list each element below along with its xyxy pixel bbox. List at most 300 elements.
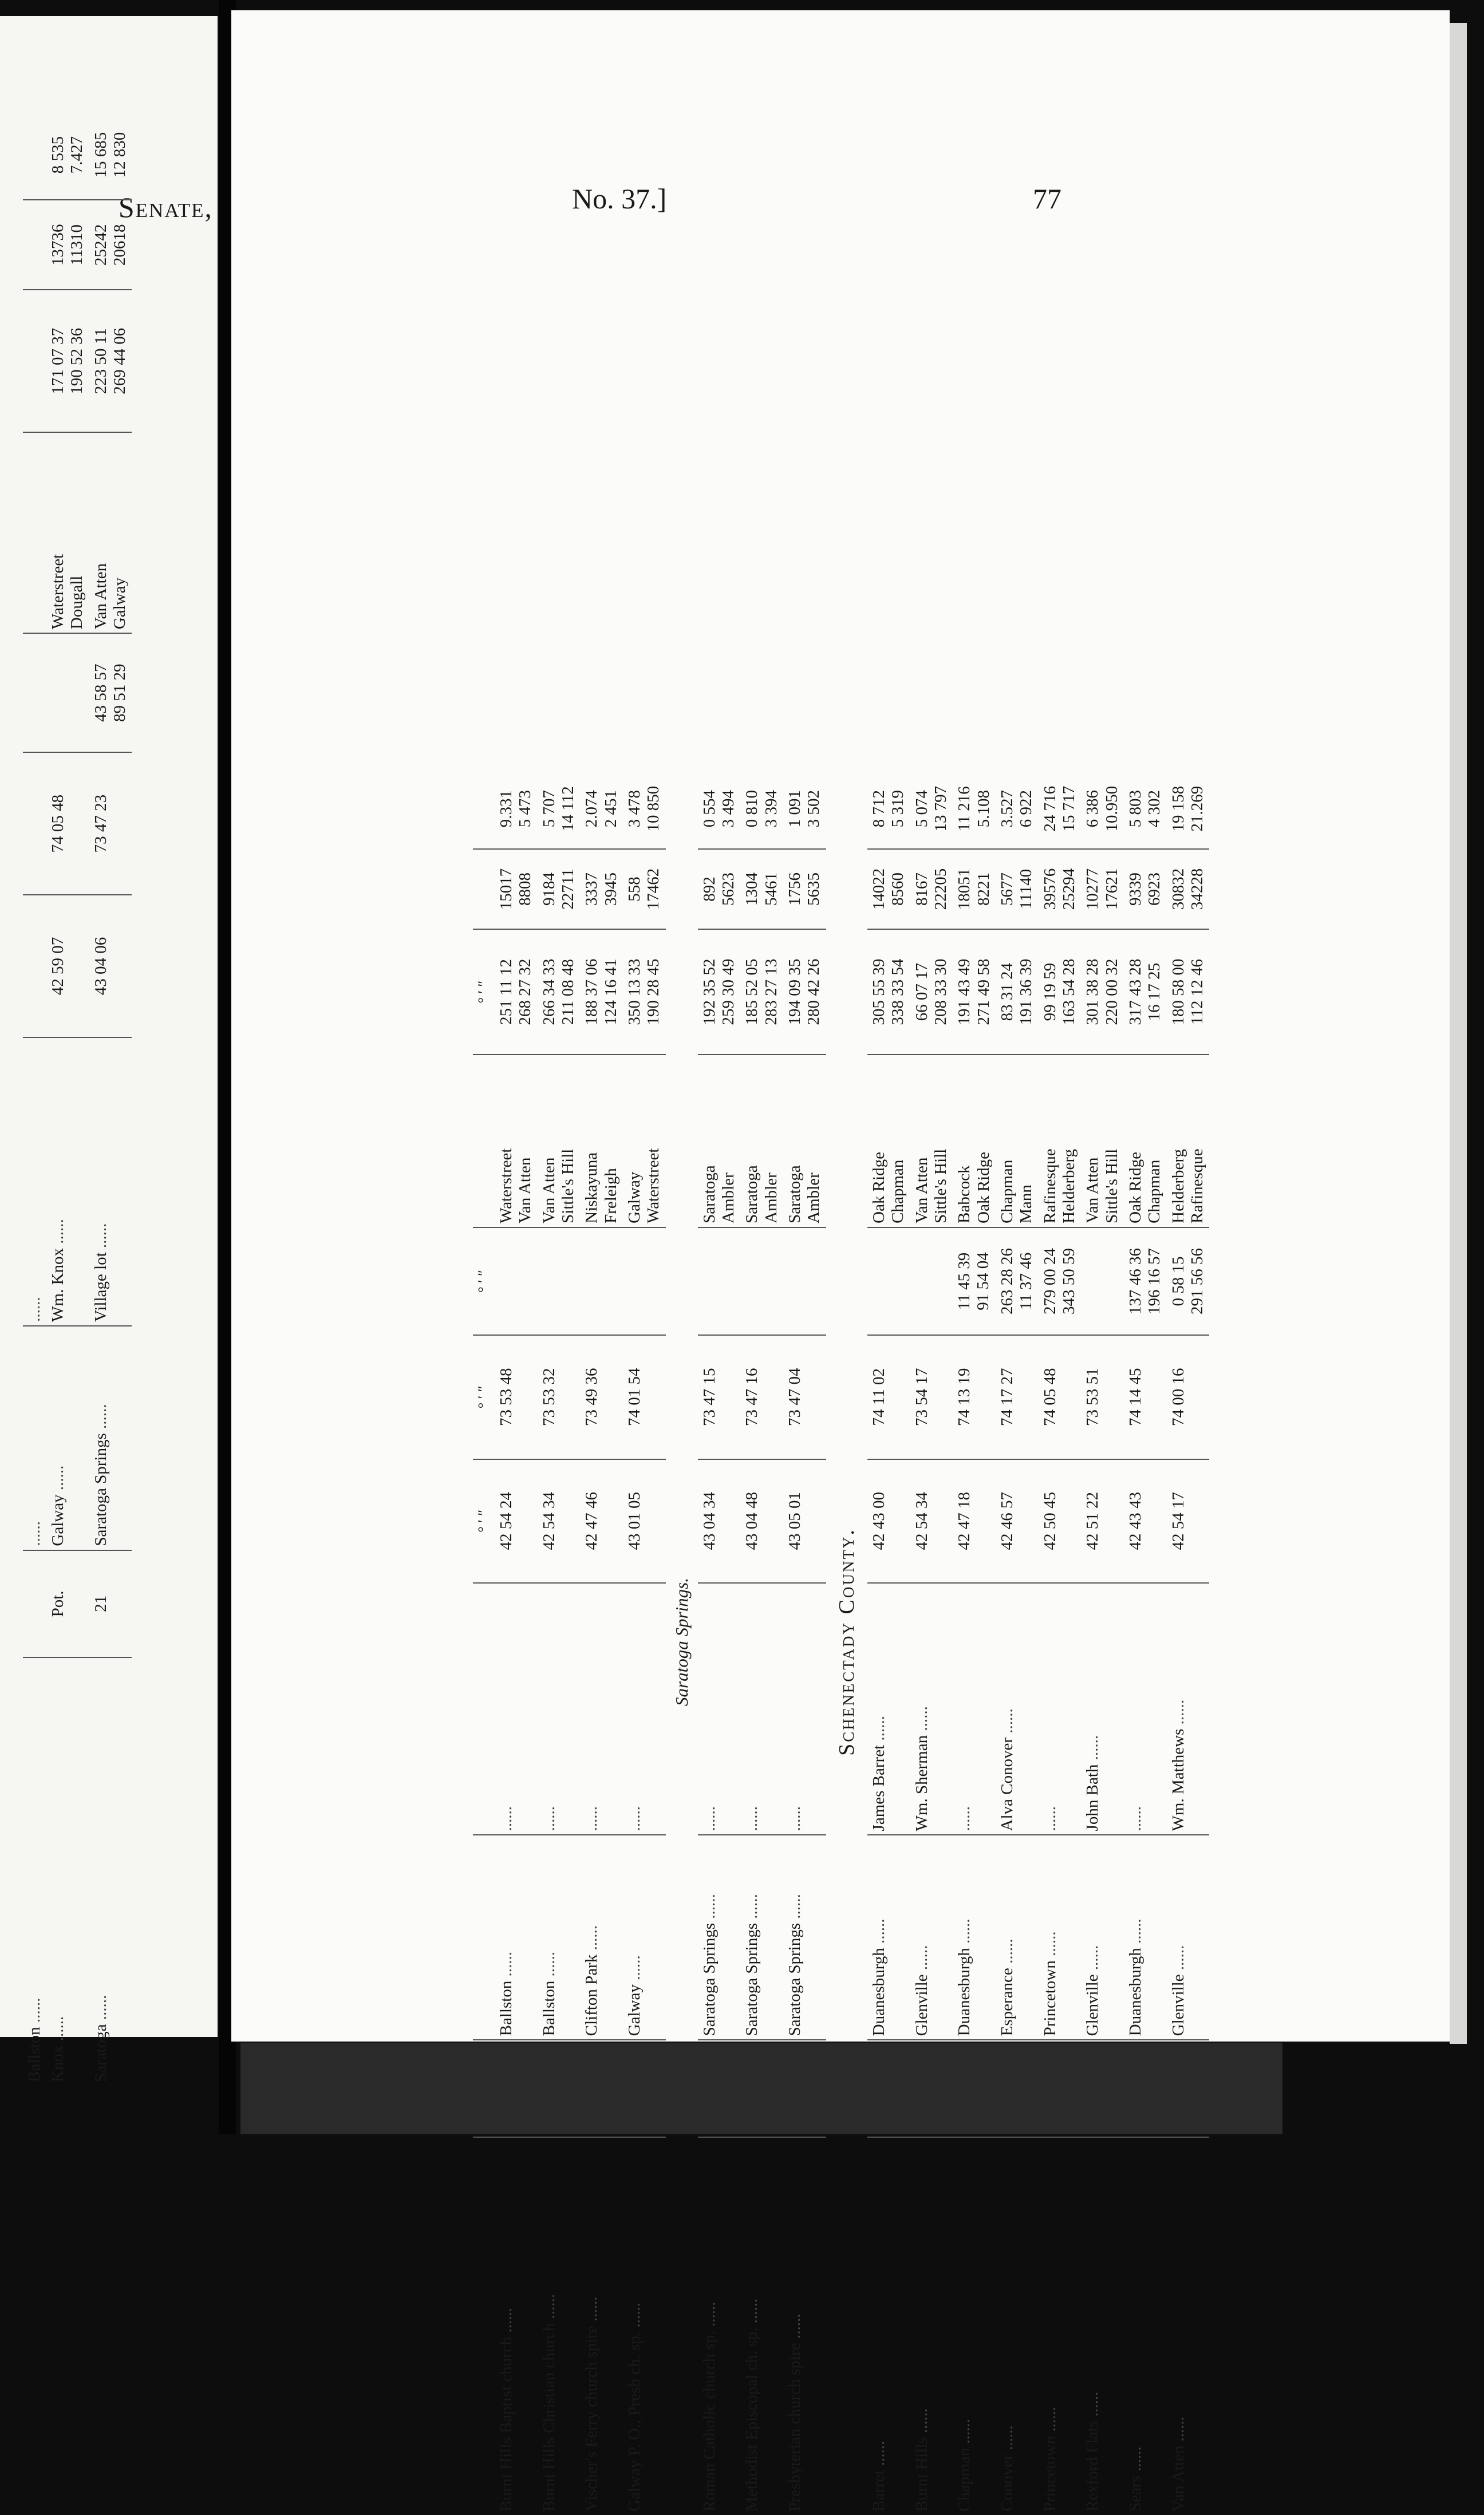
back-azimuths	[910, 929, 953, 1055]
back-azimuths	[698, 929, 741, 1055]
distance-miles-line: 13 797	[931, 785, 950, 832]
reference-stations-line: Chapman	[889, 1159, 907, 1223]
back-azimuths-line: 188 37 06	[582, 958, 601, 1025]
distance-meters-line: 18051	[955, 868, 974, 910]
distance-meters	[23, 200, 46, 290]
table-row	[910, 769, 953, 2515]
latitude: 43 04 48	[740, 1459, 783, 1584]
longitude: 73 47 04	[783, 1335, 826, 1459]
distance-miles	[1167, 769, 1210, 849]
distance-miles-line: 3 502	[804, 789, 823, 828]
town-name: Saratoga Springs ......	[740, 1835, 783, 2040]
station-name: Burnt Hills Baptist church ......	[495, 2137, 538, 2515]
triangulation-table	[473, 769, 1484, 2515]
owner-name	[1039, 1583, 1082, 1835]
latitude: 42 54 34	[910, 1459, 953, 1584]
back-azimuths-line: 269 44 06	[110, 327, 129, 394]
town-name: Saratoga Springs ......	[89, 1326, 132, 1550]
distance-miles-line: 6 922	[1017, 789, 1036, 828]
town-name: Glenville ......	[1081, 1835, 1124, 2040]
distance-miles	[623, 769, 666, 849]
back-azimuths	[953, 929, 996, 1055]
document-number: No. 37.]	[572, 183, 667, 215]
distance-meters-line: 8221	[974, 872, 993, 906]
owner-name: Wm. Matthews ......	[1167, 1583, 1210, 1835]
distance-miles	[46, 110, 89, 200]
back-azimuths-line: 112 12 46	[1187, 959, 1206, 1025]
latitude: 42 54 17	[1167, 1459, 1210, 1584]
distance-meters	[623, 849, 666, 929]
back-azimuths	[1039, 929, 1082, 1055]
distance-meters-line: 5635	[804, 872, 823, 906]
town-name: Princetown ......	[1039, 1835, 1082, 2040]
longitude: 73 54 17	[910, 1335, 953, 1459]
azimuth-value: 0 58 15 291 56 56	[1169, 1247, 1206, 1314]
distance-miles	[23, 110, 46, 200]
distance-meters-line: 3337	[582, 872, 601, 906]
county-heading	[826, 769, 867, 2515]
distance-miles-line: 5.108	[974, 789, 993, 828]
reference-stations	[910, 1055, 953, 1227]
back-azimuths-line: 16 17 25	[1145, 962, 1164, 1021]
back-azimuths-line: 192 35 52	[700, 958, 719, 1025]
reference-stations-line: Babcock	[955, 1165, 974, 1223]
back-azimuths	[1124, 929, 1167, 1055]
distance-meters	[996, 849, 1039, 929]
reference-stations	[89, 432, 132, 633]
reference-stations-line: Chapman	[1145, 1159, 1164, 1223]
distance-meters-line: 5677	[997, 872, 1016, 906]
distance-meters-line: 22205	[931, 868, 950, 910]
station-name: Barret ......	[867, 2137, 910, 2515]
reference-stations-line: Saratoga	[700, 1165, 719, 1223]
distance-meters-line: 5461	[761, 872, 780, 906]
table-row	[867, 769, 910, 2515]
azimuth-cell	[580, 1227, 623, 1335]
owner-name	[740, 1583, 783, 1835]
table-row	[495, 769, 538, 2515]
table-row	[996, 769, 1039, 2515]
town-name: Duanesburgh ......	[867, 1835, 910, 2040]
azimuth-value: 11 45 39 91 54 04	[955, 1252, 993, 1310]
longitude: 73 53 51	[1081, 1335, 1124, 1459]
latitude: 42 54 24	[495, 1459, 538, 1584]
longitude	[23, 752, 46, 895]
reference-stations-line: Sittle's Hill	[931, 1148, 950, 1223]
azimuth-cell	[46, 633, 89, 752]
latitude: 42 59 07	[46, 895, 89, 1037]
distance-miles-line: 6 386	[1083, 789, 1102, 828]
town-name: Glenville ......	[1167, 1835, 1210, 2040]
back-azimuths-line: 223 50 11	[91, 328, 110, 394]
distance-miles-line: 5 803	[1126, 789, 1144, 828]
longitude: 74 01 54	[623, 1335, 666, 1459]
distance-miles-line: 2.074	[582, 789, 601, 828]
azimuth-value: 279 00 24 343 50 59	[1040, 1247, 1078, 1314]
reference-stations-line: Galway	[625, 1171, 644, 1223]
distance-meters	[740, 849, 783, 929]
distance-miles	[867, 769, 910, 849]
distance-meters-line: 1304	[743, 872, 761, 906]
table-row	[23, 110, 46, 2086]
distance-meters	[1167, 849, 1210, 929]
azimuth-cell	[89, 633, 132, 752]
distance-meters-line: 8808	[516, 872, 535, 906]
distance-meters	[1081, 849, 1124, 929]
table-row	[953, 769, 996, 2515]
back-azimuths	[623, 929, 666, 1055]
distance-meters-line: 15017	[497, 868, 515, 910]
reference-stations	[867, 1055, 910, 1227]
station-mark	[23, 1550, 46, 1658]
reference-stations-line: Helderberg	[1169, 1148, 1187, 1223]
back-azimuths-line: 194 09 35	[786, 958, 804, 1025]
distance-miles-line: 9.331	[497, 789, 515, 828]
distance-miles-line: 8 535	[49, 136, 67, 174]
longitude: 74 00 16	[1167, 1335, 1210, 1459]
azimuth-cell	[867, 1227, 910, 1335]
reference-stations-line: Oak Ridge	[869, 1152, 888, 1223]
saratoga-springs-heading-text: Saratoga Springs.	[671, 1578, 692, 1706]
table-row	[1081, 769, 1124, 2515]
town-name: Galway ......	[623, 1835, 666, 2040]
back-azimuths-line: 208 33 30	[931, 958, 950, 1025]
back-azimuths-line: 191 43 49	[955, 958, 974, 1025]
distance-miles	[580, 769, 623, 849]
distance-miles	[698, 769, 741, 849]
distance-meters-line: 14022	[869, 868, 888, 910]
scan-bottom-edge	[240, 2043, 1282, 2134]
distance-miles-line: 24 716	[1040, 785, 1059, 832]
distance-meters-line: 8560	[889, 872, 907, 906]
distance-meters-line: 22711	[559, 868, 578, 910]
back-azimuths-line: 83 31 24	[997, 962, 1016, 1021]
azimuth-cell	[1039, 1227, 1082, 1335]
station-name: Chapman ......	[953, 2137, 996, 2515]
station-name: Sears ......	[1124, 2137, 1167, 2515]
distance-meters-line: 25242	[91, 224, 110, 266]
owner-name	[953, 1583, 996, 1835]
back-azimuths-line: 190 28 45	[644, 958, 663, 1025]
reference-stations-line: Galway	[110, 577, 129, 630]
station-name: Roman Catholic church sp. ......	[698, 2137, 741, 2515]
reference-stations-line: Dougall	[68, 575, 86, 630]
longitude: 73 47 15	[698, 1335, 741, 1459]
reference-stations-line: Ambler	[804, 1172, 823, 1223]
longitude: 73 53 32	[538, 1335, 581, 1459]
owner-name	[698, 1583, 741, 1835]
distance-meters	[910, 849, 953, 929]
back-azimuths-line: 251 11 12	[497, 959, 515, 1025]
reference-stations-line: Freleigh	[601, 1168, 620, 1223]
station-name: Burnt Hills Christian church ......	[538, 2137, 581, 2515]
reference-stations-line: Niskayuna	[582, 1152, 601, 1223]
reference-stations-line: Helderberg	[1059, 1148, 1078, 1223]
back-azimuths	[495, 929, 538, 1055]
azimuth-cell	[996, 1227, 1039, 1335]
reference-stations	[495, 1055, 538, 1227]
distance-meters	[783, 849, 826, 929]
reference-stations	[538, 1055, 581, 1227]
back-azimuths-line: 305 55 39	[869, 958, 888, 1025]
table-row	[740, 769, 783, 2515]
longitude: 74 17 27	[996, 1335, 1039, 1459]
distance-meters	[698, 849, 741, 929]
owner-name: Village lot ......	[89, 1037, 132, 1326]
longitude: 74 14 45	[1124, 1335, 1167, 1459]
reference-stations-line: Saratoga	[743, 1165, 761, 1223]
distance-miles-line: 15 717	[1059, 785, 1078, 832]
owner-name	[580, 1583, 623, 1835]
station-name: Van Atten ......	[1167, 2137, 1210, 2515]
back-azimuths-line: 271 49 58	[974, 958, 993, 1025]
station-name: Vischer's Ferry church spire ......	[580, 2137, 623, 2515]
town-name	[23, 1326, 46, 1550]
longitude: 74 11 02	[867, 1335, 910, 1459]
station-name: Princetown ......	[1039, 2137, 1082, 2515]
distance-meters-line: 13736	[49, 224, 67, 266]
owner-name	[1124, 1583, 1167, 1835]
town-name: Saratoga Springs ......	[783, 1835, 826, 2040]
reference-stations-line: Ambler	[719, 1172, 738, 1223]
distance-miles-line: 0 554	[700, 789, 719, 828]
latitude: 42 43 00	[867, 1459, 910, 1584]
reference-stations-line: Oak Ridge	[974, 1152, 993, 1223]
page-edge	[1450, 23, 1467, 2044]
distance-miles	[1039, 769, 1082, 849]
station-name: Burnt Hills ......	[910, 2137, 953, 2515]
distance-meters	[953, 849, 996, 929]
station-mark: 21	[89, 1550, 132, 1658]
distance-meters-line: 3945	[601, 872, 620, 906]
distance-miles-line: 3.527	[997, 789, 1016, 828]
distance-miles	[89, 110, 132, 200]
reference-stations-line: Sittle's Hill	[1102, 1148, 1121, 1223]
town-name: Ballston ......	[538, 1835, 581, 2040]
saratoga-springs-heading	[666, 769, 698, 2515]
back-azimuths-line: 211 08 48	[559, 959, 578, 1025]
azimuth-cell	[698, 1227, 741, 1335]
reference-stations	[1124, 1055, 1167, 1227]
town-name: Glenville ......	[910, 1835, 953, 2040]
azimuth-cell	[23, 633, 46, 752]
reference-stations-line: Van Atten	[539, 1157, 558, 1223]
back-azimuths-line: 283 27 13	[761, 958, 780, 1025]
longitude: 73 53 48	[495, 1335, 538, 1459]
distance-miles-line: 15 685	[91, 132, 110, 178]
longitude: 74 05 48	[1039, 1335, 1082, 1459]
back-azimuths	[46, 290, 89, 432]
distance-miles-line: 8 712	[869, 789, 888, 828]
owner-name	[23, 1037, 46, 1326]
reference-stations	[1081, 1055, 1124, 1227]
distance-meters-line: 9184	[539, 872, 558, 906]
distance-miles	[996, 769, 1039, 849]
distance-miles-line: 5 074	[912, 789, 931, 828]
back-azimuths	[783, 929, 826, 1055]
distance-meters-line: 892	[700, 877, 719, 902]
station-name: Methodist Episcopal ch. sp. ......	[740, 2137, 783, 2515]
distance-miles-line: 11 216	[955, 786, 974, 831]
left-page-header: Senate,	[118, 191, 213, 223]
distance-meters-line: 20618	[110, 224, 129, 266]
reference-stations	[740, 1055, 783, 1227]
table-row	[89, 110, 132, 2086]
latitude: 43 04 06	[89, 895, 132, 1037]
back-azimuths-line: 171 07 37	[49, 327, 67, 394]
distance-miles	[953, 769, 996, 849]
distance-miles-line: 5 319	[889, 789, 907, 828]
latitude: 43 04 34	[698, 1459, 741, 1584]
reference-stations	[996, 1055, 1039, 1227]
back-azimuths-line: 259 30 49	[719, 958, 738, 1025]
distance-meters	[1124, 849, 1167, 929]
page-number: 77	[1033, 183, 1061, 215]
reference-stations	[46, 432, 89, 633]
latitude: 42 54 34	[538, 1459, 581, 1584]
distance-meters-line: 34228	[1187, 868, 1206, 910]
distance-miles-line: 3 478	[625, 789, 644, 828]
longitude: 74 05 48	[46, 752, 89, 895]
latitude: 42 47 18	[953, 1459, 996, 1584]
town-name: Duanesburgh ......	[1124, 1835, 1167, 2040]
distance-miles-line: 3 494	[719, 789, 738, 828]
distance-miles-line: 14 112	[559, 786, 578, 831]
latitude: 42 46 57	[996, 1459, 1039, 1584]
town-name: Galway ......	[46, 1326, 89, 1550]
table-row	[623, 769, 666, 2515]
back-azimuths-line: 338 33 54	[889, 958, 907, 1025]
latitude: 42 43 43	[1124, 1459, 1167, 1584]
table-row	[1039, 769, 1082, 2515]
table-row	[1167, 769, 1210, 2515]
distance-miles-line: 12 830	[110, 132, 129, 178]
distance-meters-line: 17462	[644, 868, 663, 910]
distance-meters-line: 558	[625, 877, 644, 902]
distance-miles	[740, 769, 783, 849]
owner-name	[538, 1583, 581, 1835]
back-azimuths-line: 280 42 26	[804, 958, 823, 1025]
azimuth-cell	[1167, 1227, 1210, 1335]
back-azimuths-line: 66 07 17	[912, 962, 931, 1021]
reference-stations-line: Van Atten	[1083, 1157, 1102, 1223]
distance-miles	[495, 769, 538, 849]
reference-stations-line: Van Atten	[91, 563, 110, 630]
owner-name	[495, 1583, 538, 1835]
distance-miles-line: 4 302	[1145, 789, 1164, 828]
latitude: 43 05 01	[783, 1459, 826, 1584]
back-azimuths-line: 191 36 39	[1017, 958, 1036, 1025]
back-azimuths-line: 266 34 33	[539, 958, 558, 1025]
distance-meters-line: 9339	[1126, 872, 1144, 906]
owner-name	[783, 1583, 826, 1835]
owner-name: James Barret ......	[867, 1583, 910, 1835]
back-azimuths	[996, 929, 1039, 1055]
back-azimuths-line: 350 13 33	[625, 958, 644, 1025]
reference-stations-line: Ambler	[761, 1172, 780, 1223]
station-name: Rexford Flats ......	[1081, 2137, 1124, 2515]
longitude: 73 47 16	[740, 1335, 783, 1459]
station-mark: Pot.	[46, 1550, 89, 1658]
distance-meters	[495, 849, 538, 929]
table-row	[1124, 769, 1167, 2515]
station-name: Conover ......	[996, 2137, 1039, 2515]
distance-meters	[867, 849, 910, 929]
town-name: Duanesburgh ......	[953, 1835, 996, 2040]
right-page	[231, 10, 1450, 2512]
distance-miles-line: 21.269	[1187, 785, 1206, 832]
table-row	[46, 110, 89, 2086]
town-name: Clifton Park ......	[580, 1835, 623, 2040]
distance-miles-line: 5 473	[516, 789, 535, 828]
reference-stations	[783, 1055, 826, 1227]
azimuth-value: 263 28 26 11 37 46	[997, 1247, 1035, 1314]
table-row	[783, 769, 826, 2515]
distance-miles-line: 7.427	[68, 136, 86, 174]
distance-miles-line: 3 394	[761, 789, 780, 828]
back-azimuths	[1167, 929, 1210, 1055]
back-azimuths	[1081, 929, 1124, 1055]
distance-meters-line: 39576	[1040, 868, 1059, 910]
distance-meters-line: 8167	[912, 872, 931, 906]
owner-name: Wm. Knox ......	[46, 1037, 89, 1326]
distance-meters-line: 30832	[1169, 868, 1187, 910]
distance-meters	[46, 200, 89, 290]
reference-stations-line: Oak Ridge	[1126, 1152, 1144, 1223]
back-azimuths	[538, 929, 581, 1055]
town-name: Saratoga Springs ......	[698, 1835, 741, 2040]
longitude: 74 13 19	[953, 1335, 996, 1459]
distance-miles-line: 19 158	[1169, 785, 1187, 832]
distance-meters	[89, 200, 132, 290]
distance-meters-line: 10277	[1083, 868, 1102, 910]
reference-stations-line: Van Atten	[516, 1157, 535, 1223]
reference-stations-line: Sittle's Hill	[559, 1148, 578, 1223]
distance-meters-line: 17621	[1102, 868, 1121, 910]
reference-stations-line: Waterstreet	[49, 554, 67, 630]
azimuth-cell	[910, 1227, 953, 1335]
station-name: Galway P. O., Presb ch. sp. ......	[623, 2137, 666, 2515]
azimuth-cell	[495, 1227, 538, 1335]
back-azimuths-line: 301 38 28	[1083, 958, 1102, 1025]
azimuth-value: 43 58 57 89 51 29	[91, 664, 129, 722]
distance-meters-line: 5623	[719, 872, 738, 906]
latitude	[23, 895, 46, 1037]
reference-stations	[698, 1055, 741, 1227]
azimuth-cell	[1124, 1227, 1167, 1335]
distance-miles	[910, 769, 953, 849]
owner-name: Wm. Sherman ......	[910, 1583, 953, 1835]
distance-meters-line: 11140	[1017, 868, 1036, 910]
azimuth-cell	[953, 1227, 996, 1335]
reference-stations-line: Waterstreet	[644, 1148, 663, 1223]
reference-stations	[623, 1055, 666, 1227]
reference-stations	[580, 1055, 623, 1227]
distance-miles	[1124, 769, 1167, 849]
owner-name: Alva Conover ......	[996, 1583, 1039, 1835]
distance-miles-line: 5 707	[539, 789, 558, 828]
reference-stations-line: Mann	[1017, 1185, 1036, 1223]
distance-meters-line: 1756	[786, 872, 804, 906]
azimuth-cell	[783, 1227, 826, 1335]
back-azimuths	[89, 290, 132, 432]
back-azimuths-line: 180 58 00	[1169, 958, 1187, 1025]
back-azimuths-line: 220 00 32	[1102, 958, 1121, 1025]
azimuth-cell	[1081, 1227, 1124, 1335]
latitude: 42 47 46	[580, 1459, 623, 1584]
longitude: 73 47 23	[89, 752, 132, 895]
station-name: Knox ......	[46, 1657, 89, 2086]
